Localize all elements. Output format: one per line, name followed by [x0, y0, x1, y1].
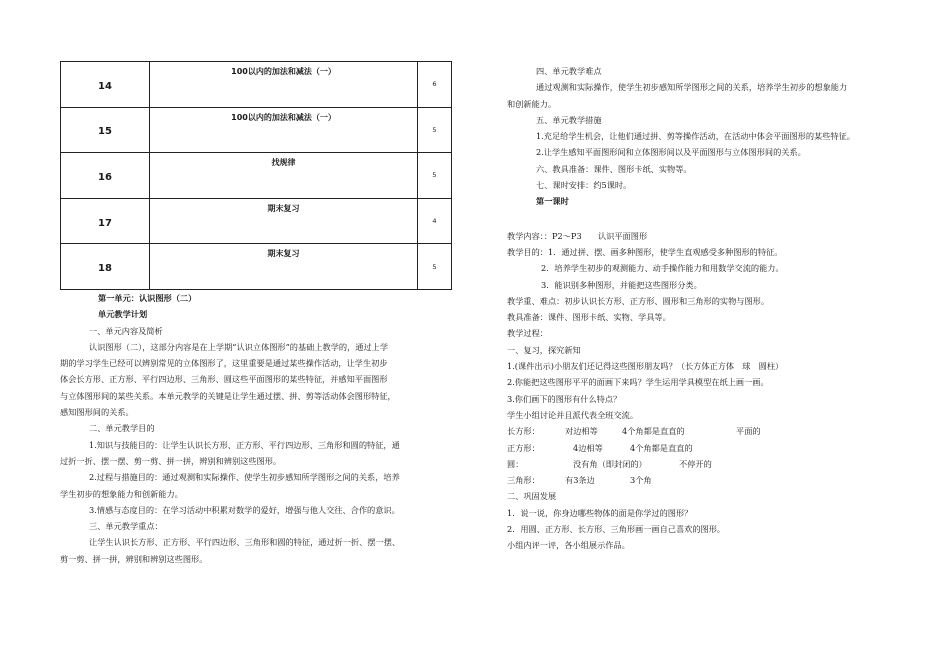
paragraph-line: 2.让学生感知平面图形间和立体图形间以及平面图形与立体图形间的关系。 — [536, 147, 806, 158]
paragraph-line: 过折一折、摆一摆、剪一剪、拼一拼，辨别和辨别这些图形。 — [60, 455, 282, 466]
unit-title: 第一单元：认识图形（二） — [98, 293, 197, 303]
row-hours: 5 — [418, 107, 452, 153]
section-heading: 一、单元内容及简析 — [89, 325, 163, 336]
paragraph-line: 通过观测和实际操作，使学生初步感知所学图形之间的关系，培养学生初步的想象能力 — [536, 82, 848, 93]
paragraph-line: 让学生认识长方形、正方形、平行四边形、三角形和圆的特征，通过折一折、摆一摆、 — [89, 537, 401, 548]
schedule-table — [60, 61, 452, 290]
shape-square-line: 正方形： 4边相等 4个角都是直直的 — [507, 442, 693, 453]
row-number: 14 — [61, 62, 150, 108]
row-hours: 6 — [418, 62, 452, 108]
paragraph-line: 2．培养学生初步的观测能力、动手操作能力和用数学交流的能力。 — [541, 263, 784, 274]
row-title: 找规律 — [150, 153, 418, 199]
paragraph-line: 六、教具准备：课件、图形卡纸、实物等。 — [536, 163, 692, 174]
table-row — [61, 153, 452, 199]
paragraph-line: 小组内评一评，各小组展示作品。 — [507, 540, 630, 551]
paragraph-line: 教具准备：课件、图形卡纸、实物、学具等。 — [507, 312, 671, 323]
section-heading: 二、单元教学目的 — [89, 423, 155, 434]
lesson-title: 第一课时 — [536, 196, 569, 207]
paragraph-line: 体会长方形、正方形、平行四边形、三角形、圆这些平面图形的某些特征，并感知平面图形 — [60, 374, 388, 385]
row-hours: 4 — [418, 198, 452, 244]
row-title: 100以内的加法和减法（一） — [150, 107, 418, 153]
paragraph-line: 1．说一说，你身边哪些物体的面是你学过的图形？ — [507, 507, 693, 518]
section-heading: 四、单元教学难点 — [536, 66, 602, 76]
paragraph-line: 期的学习学生已经可以辨别常见的立体图形了，这里重要是通过某些操作活动，让学生初步 — [60, 358, 388, 369]
row-number: 16 — [61, 153, 150, 199]
paragraph-line: 3.情感与态度目的：在学习活动中积累对数学的爱好，增强与他人交往、合作的意识。 — [89, 504, 400, 515]
section-heading: 二、巩固发展 — [507, 491, 557, 502]
section-heading: 五、单元教学措施 — [536, 114, 602, 125]
row-number: 18 — [61, 244, 150, 290]
table-row — [61, 198, 452, 244]
row-number: 15 — [61, 107, 150, 153]
left-column — [60, 290, 460, 567]
row-hours: 5 — [418, 153, 452, 199]
paragraph-line: 学生初步的想象能力和创新能力。 — [60, 488, 183, 499]
paragraph-line: 剪一剪、拼一拼，辨别和辨别这些图形。 — [60, 553, 208, 564]
table-row — [61, 62, 452, 108]
paragraph-line: 1.(课件出示)小朋友们还记得这些图形朋友吗？（长方体正方体 球 圆柱） — [507, 361, 784, 372]
row-title: 期末复习 — [150, 244, 418, 290]
paragraph-line: 1.充足给学生机会，让他们通过拼、剪等操作活动，在活动中体会平面图形的某些特征。 — [536, 131, 855, 142]
paragraph-line: 2.过程与措施目的：通过观测和实际操作、使学生初步感知所学图形之间的关系，培养 — [89, 472, 400, 483]
paragraph-line: 3.你们画下的图形有什么特点？ — [507, 393, 622, 404]
row-title: 100以内的加法和减法（一） — [150, 62, 418, 108]
paragraph-line: 七、课时安排：约5课时。 — [536, 180, 632, 191]
section-heading: 一、复习，探究新知 — [507, 344, 581, 355]
paragraph-line: 和创新能力。 — [507, 98, 557, 109]
table-row — [61, 107, 452, 153]
paragraph-line: 3．能识别多种图形，并能把这些图形分类。 — [541, 279, 702, 290]
paragraph-line: 与立体图形间的某些关系。本单元教学的关键是让学生通过摆、拼、剪等活动体会图形特征， — [60, 390, 396, 401]
shape-circle-line: 圆： 没有角（即封闭的） 不停开的 — [507, 458, 712, 469]
paragraph-line: 教学重、难点：初步认识长方形、正方形、圆形和三角形的实物与图形。 — [507, 295, 770, 306]
shape-rect-line: 长方形： 对边相等 4个角都是直直的 平面的 — [507, 426, 761, 437]
paragraph-line: 教学内容：：P2～P3 认识平面图形 — [507, 230, 648, 241]
paragraph-line: 2．用圆、正方形、长方形、三角形画一画自己喜欢的图形。 — [507, 524, 726, 535]
row-hours: 5 — [418, 244, 452, 290]
paragraph-line: 学生小组讨论并且派代表全班交流。 — [507, 409, 639, 420]
section-heading: 三、单元教学重点： — [89, 521, 163, 532]
right-column — [507, 63, 897, 554]
paragraph-line: 2.你能把这些图形平平的面画下来吗？学生运用学具模型在纸上画一画。 — [507, 377, 769, 388]
row-number: 17 — [61, 198, 150, 244]
plan-title: 单元教学计划 — [98, 309, 148, 320]
row-title: 期末复习 — [150, 198, 418, 244]
paragraph-line: 教学过程： — [507, 328, 548, 339]
table-row — [61, 244, 452, 290]
paragraph-line: 感知图形间的关系。 — [60, 407, 134, 418]
paragraph-line: 1.知识与技能目的：让学生认识长方形、正方形、平行四边形、三角形和圆的特征，通 — [89, 439, 400, 450]
shape-triangle-line: 三角形： 有3条边 3个角 — [507, 475, 652, 486]
paragraph-line: 认识图形（二），这部分内容是在上学期“认识立体图形”的基础上教学的，通过上学 — [89, 341, 389, 352]
paragraph-line: 教学目的：1．通过拼、摆、画多种图形，使学生直观感受多种图形的特征。 — [507, 246, 783, 257]
